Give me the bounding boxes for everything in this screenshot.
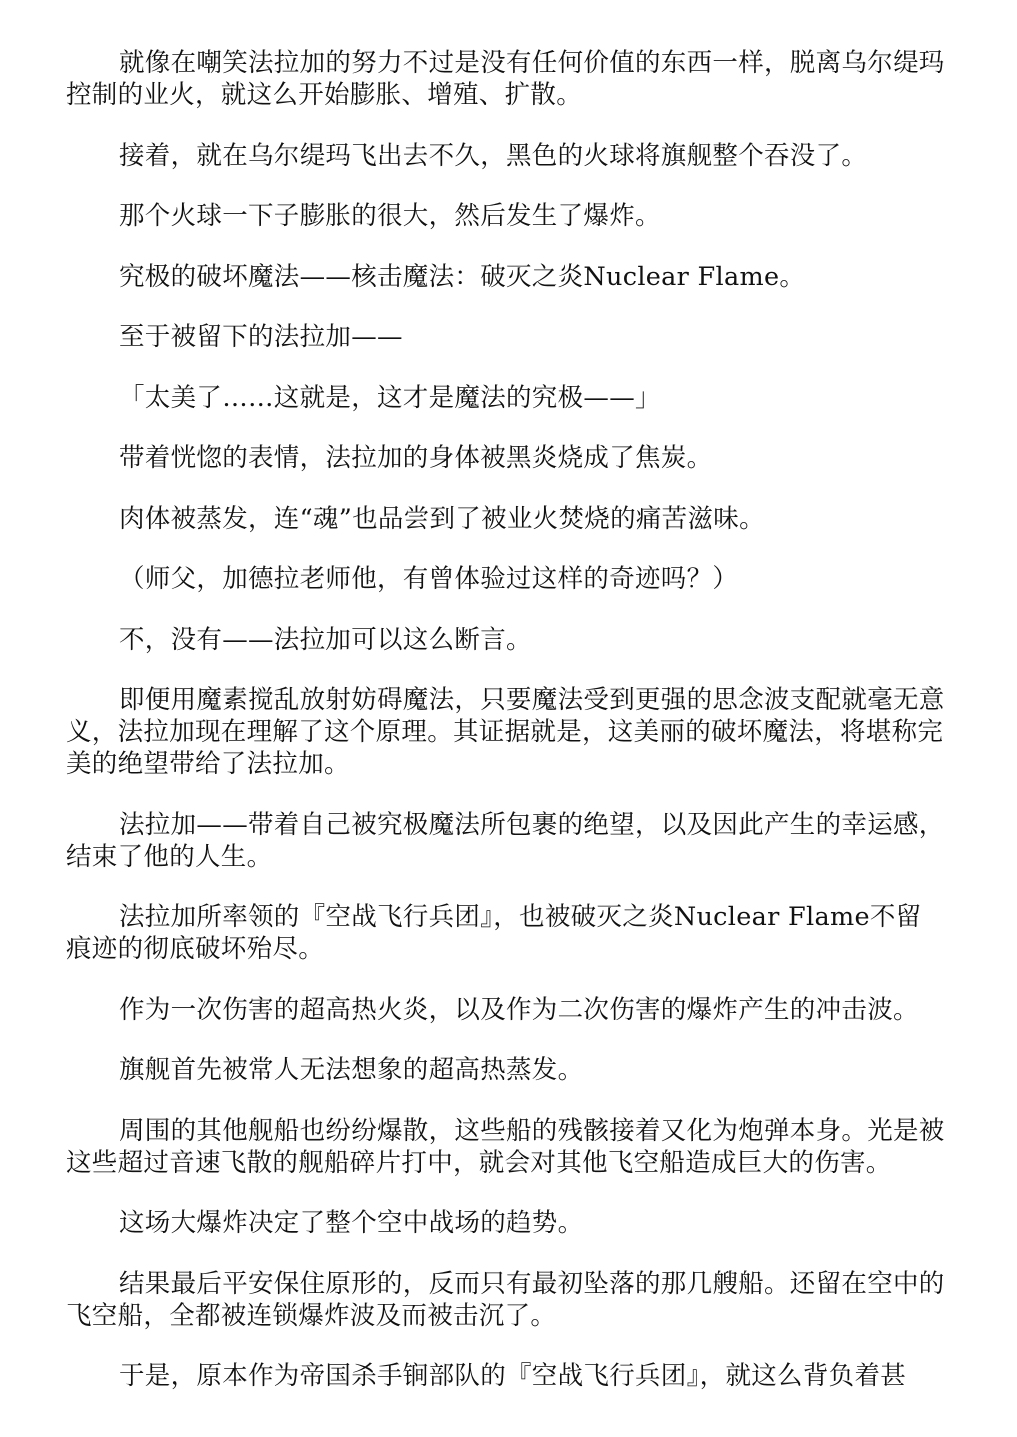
paragraph: 肉体被蒸发，连“魂”也品尝到了被业火焚烧的痛苦滋味。 bbox=[119, 503, 765, 534]
paragraph: 周围的其他舰船也纷纷爆散，这些船的残骸接着又化为炮弹本身。光是被这些超过音速飞散的舰船碎片打中，就会对其他飞空船造成巨大的伤害。 bbox=[66, 1115, 945, 1178]
paragraph: 作为一次伤害的超高热火炎，以及作为二次伤害的爆炸产生的冲击波。 bbox=[119, 994, 919, 1025]
paragraph: 旗舰首先被常人无法想象的超高热蒸发。 bbox=[119, 1055, 584, 1085]
paragraph: 不，没有——法拉加可以这么断言。 bbox=[119, 624, 532, 655]
paragraph: 即便用魔素搅乱放射妨碍魔法，只要魔法受到更强的思念波支配就毫无意义，法拉加现在理解了这个原理。其证据就是，这美丽的破坏魔法，将堪称完美的绝望带给了法拉加。 bbox=[66, 685, 945, 779]
paragraph: 这场大爆炸决定了整个空中战场的趋势。 bbox=[119, 1208, 584, 1238]
paragraph: 结果最后平安保住原形的，反而只有最初坠落的那几艘船。还留在空中的飞空船，全都被连锁爆炸波及而被击沉了。 bbox=[66, 1268, 945, 1331]
paragraph: 法拉加所率领的『空战飞行兵团』，也被破灭之炎Nuclear Flame不留痕迹的彻底破坏殆尽。 bbox=[66, 902, 922, 964]
paragraph: 至于被留下的法拉加—— bbox=[119, 322, 403, 352]
paragraph: 那个火球一下子膨胀的很大，然后发生了爆炸。 bbox=[119, 201, 661, 231]
thought-paragraph: （师父，加德拉老师他，有曾体验过这样的奇迹吗？） bbox=[119, 564, 739, 594]
paragraph: 于是，原本作为帝国杀手锏部队的『空战飞行兵团』，就这么背负着甚 bbox=[119, 1361, 907, 1391]
paragraph: 就像在嘲笑法拉加的努力不过是没有任何价值的东西一样，脱离乌尔缇玛控制的业火，就这么开始膨胀、增殖、扩散。 bbox=[66, 48, 945, 110]
paragraph: 法拉加——带着自己被究极魔法所包裹的绝望，以及因此产生的幸运感，结束了他的人生。 bbox=[66, 809, 945, 872]
document-page bbox=[66, 47, 946, 1421]
paragraph: 接着，就在乌尔缇玛飞出去不久，黑色的火球将旗舰整个吞没了。 bbox=[119, 140, 868, 171]
paragraph: 带着恍惚的表情，法拉加的身体被黑炎烧成了焦炭。 bbox=[119, 443, 713, 473]
quote-paragraph: 「太美了……这就是，这才是魔法的究极——」 bbox=[119, 382, 661, 413]
paragraph: 究极的破坏魔法——核击魔法：破灭之炎Nuclear Flame。 bbox=[119, 261, 806, 292]
